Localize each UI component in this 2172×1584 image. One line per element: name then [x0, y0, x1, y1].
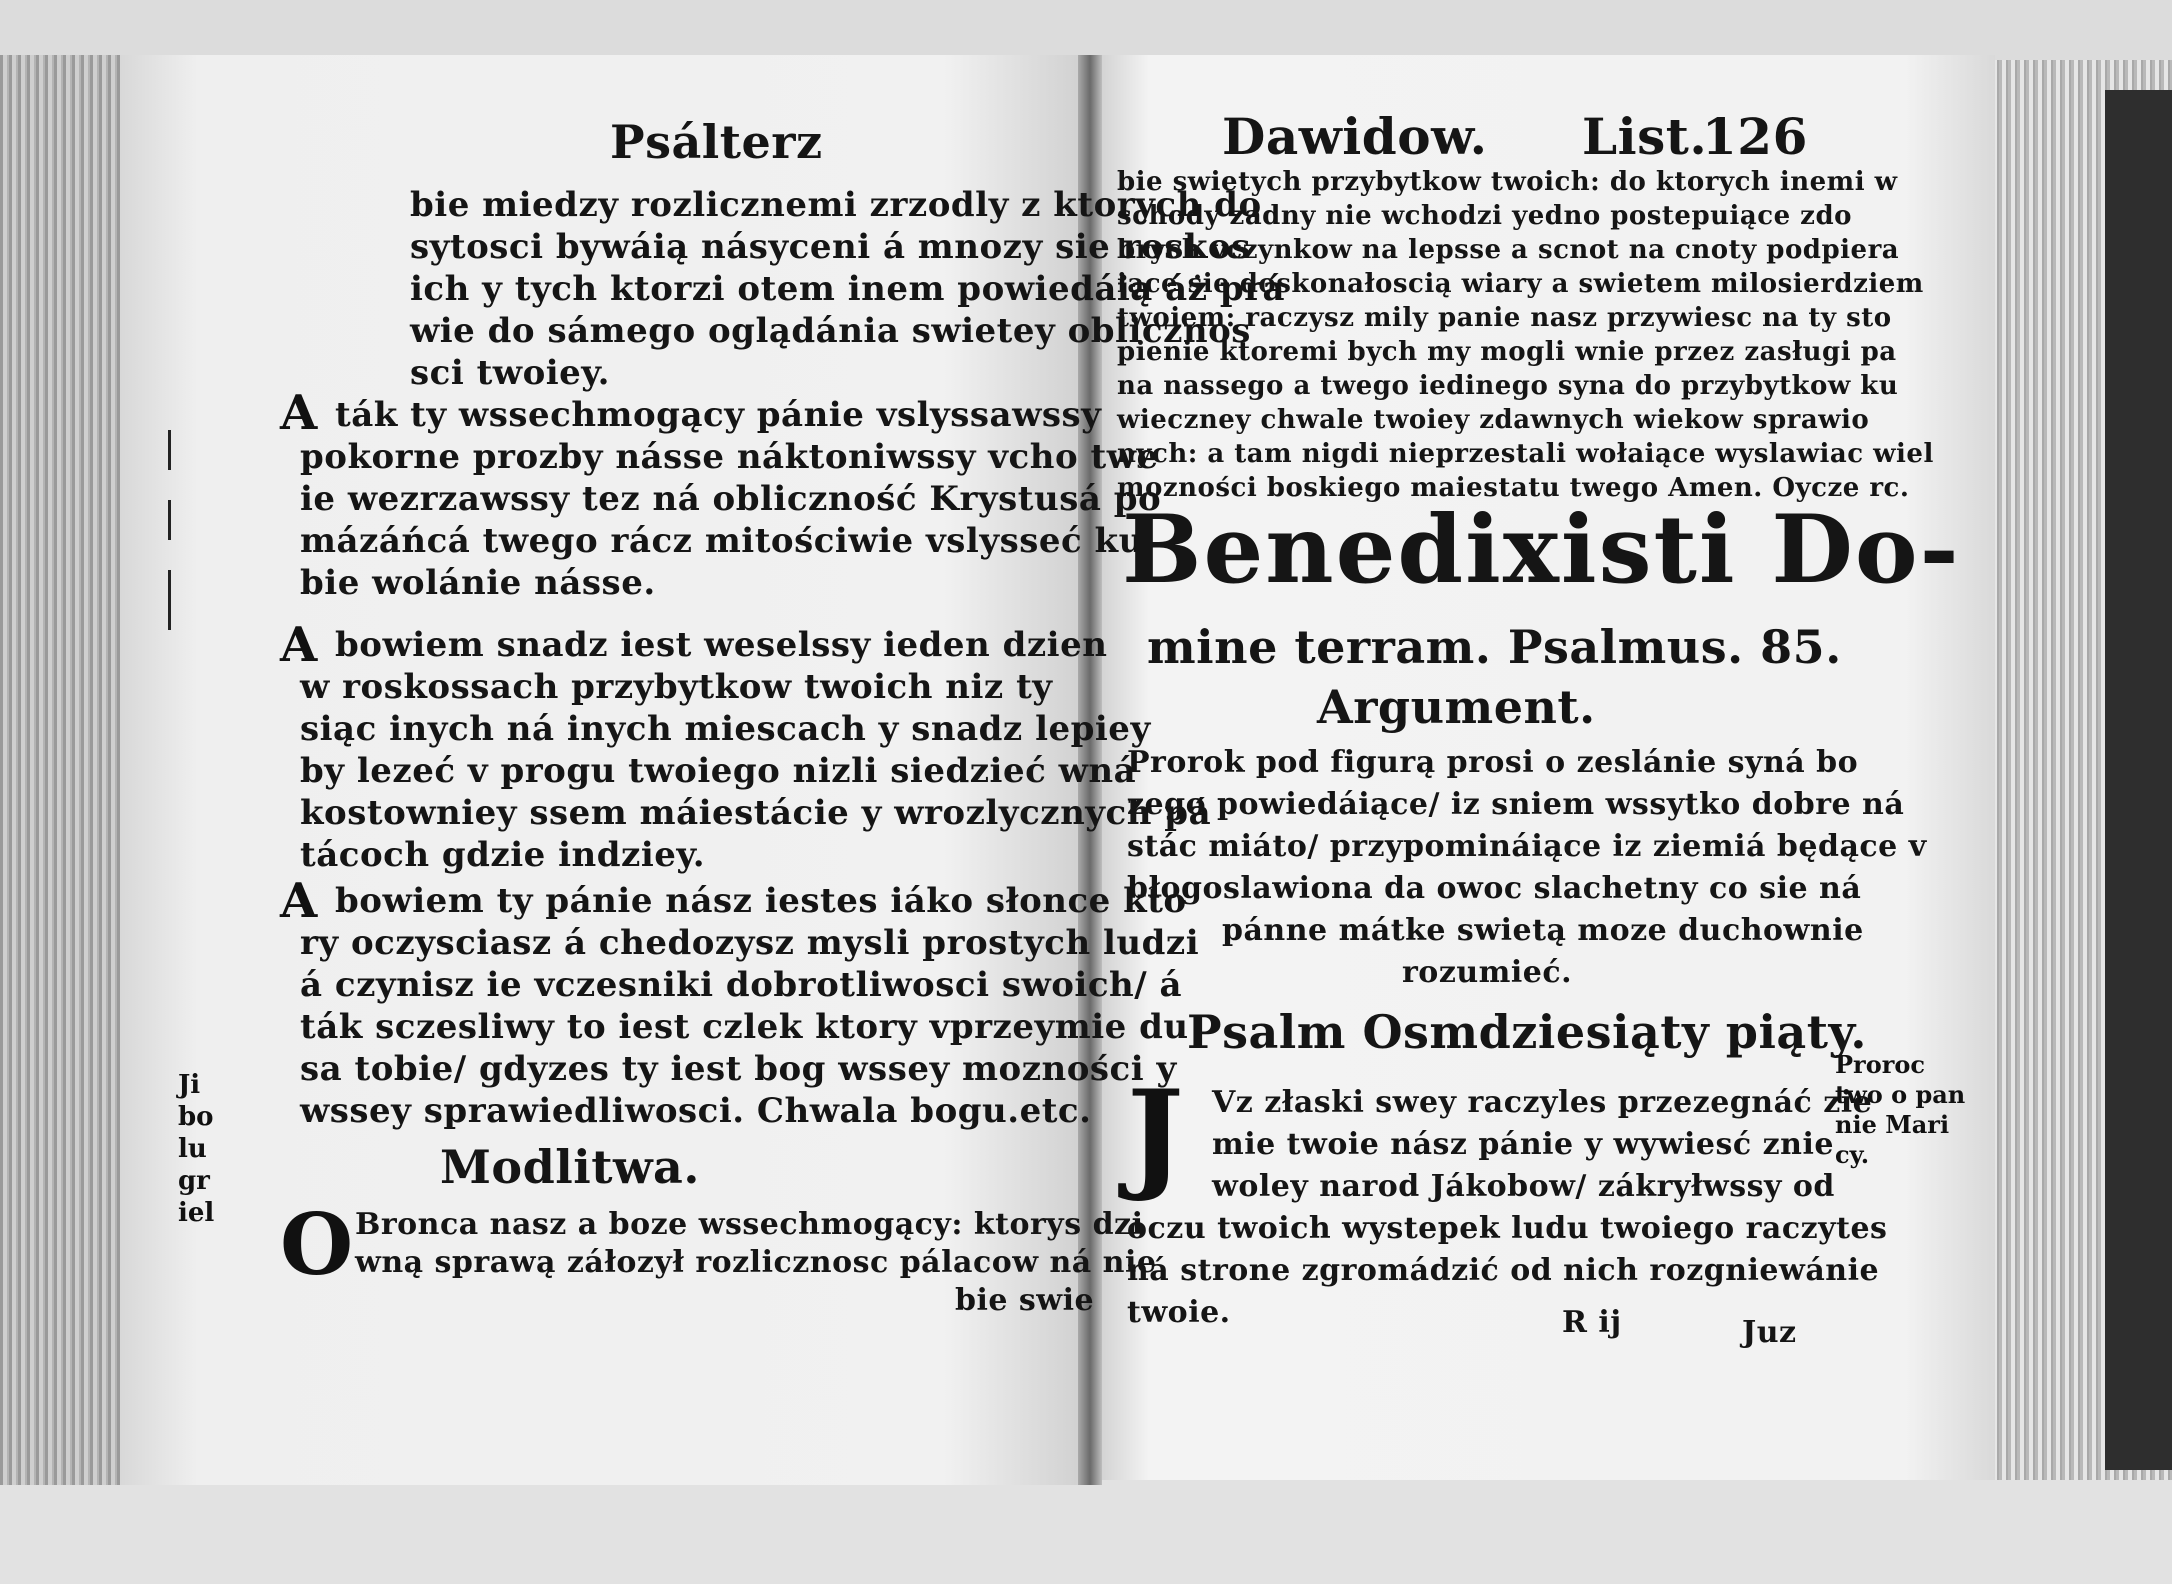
text-line: kostowniey ssem máiestácie y wrozlycznych pá: [300, 793, 1212, 833]
text-line: rozumieć.: [1402, 955, 1573, 990]
margin-fragment: lu: [178, 1134, 207, 1164]
text-line: twoie.: [1127, 1295, 1231, 1330]
text-line: ták sczesliwy to iest czlek ktory vprzeymie du: [300, 1007, 1189, 1047]
initial-letter: O: [280, 1195, 354, 1294]
argument-heading: Argument.: [1317, 680, 1596, 734]
text-line: brych vczynkow na lepsse a scnot na cnoty podpiera: [1117, 235, 1900, 265]
text-line: pánne mátke swietą moze duchownie: [1222, 913, 1864, 948]
text-line: mozności boskiego maiestatu twego Amen. Oycze rc.: [1117, 473, 1910, 503]
text-line: sa tobie/ gdyzes ty iest bog wssey mozności y: [300, 1049, 1177, 1089]
text-line: ry oczysciasz á chedozysz mysli prostych ludzi: [300, 923, 1200, 963]
text-line: wieczney chwale twoiey zdawnych wiekow sprawio: [1117, 405, 1870, 435]
initial-letter: A: [280, 873, 318, 929]
text-line: bie swie: [955, 1283, 1095, 1318]
text-line: schody zadny nie wchodzi yedno postepuiące zdo: [1117, 201, 1852, 231]
text-line: bie wolánie násse.: [300, 563, 656, 603]
text-line: wie do sámego oglądánia swietey oblicznos: [410, 311, 1251, 351]
text-line: mie twoie nász pánie y wywiesć znie: [1212, 1127, 1834, 1162]
text-line: woley narod Jákobow/ zákryłwssy od: [1212, 1169, 1835, 1204]
text-line: pienie ktoremi bych my mogli wnie przez zasługi pa: [1117, 337, 1897, 367]
edge-mark: [168, 570, 171, 630]
folio-label: List.: [1582, 107, 1708, 166]
edge-mark: [168, 500, 171, 540]
signature-mark: R ij: [1562, 1305, 1622, 1340]
initial-letter: A: [280, 617, 318, 673]
book-cover-edge: [2105, 90, 2172, 1470]
margin-note-line: nie Mari: [1835, 1110, 1950, 1139]
psalm-title-line-2: mine terram. Psalmus. 85.: [1147, 620, 1842, 674]
margin-note-line: two o pan: [1835, 1080, 1966, 1109]
left-page-edges: [0, 55, 140, 1485]
margin-fragment: Ji: [178, 1070, 201, 1100]
background-bottom: [0, 1480, 2172, 1584]
text-line: tácoch gdzie indziey.: [300, 835, 706, 875]
text-line: w roskossach przybytkow twoich niz ty: [300, 667, 1053, 707]
right-page-text: [1102, 55, 1995, 1480]
left-page-text: [120, 55, 1286, 1485]
text-line: twoiem: raczysz mily panie nasz przywiesc na ty sto: [1117, 303, 1892, 333]
initial-letter: A: [280, 385, 318, 441]
text-line: siąc inych ná inych miescach y snadz lepiey: [300, 709, 1151, 749]
margin-note-line: cy.: [1835, 1140, 1870, 1169]
text-line: bie miedzy rozlicznemi zrzodly z ktorych do: [410, 185, 1262, 225]
margin-fragment: iel: [178, 1198, 215, 1228]
psalm-title: Benedixisti Do-: [1122, 495, 1961, 605]
text-line: ich y tych ktorzi otem inem powiedáią áż prá: [410, 269, 1286, 309]
text-line: Prorok pod figurą prosi o zeslánie syná bo: [1127, 745, 1859, 780]
text-line: stác miáto/ przypomináiące iz ziemiá będące v: [1127, 829, 1927, 864]
text-line: ná strone zgromádzić od nich rozgniewánie: [1127, 1253, 1880, 1288]
text-line: bowiem snadz iest weselssy ieden dzien: [335, 625, 1108, 665]
right-running-head: Dawidow.: [1222, 107, 1488, 166]
edge-mark: [168, 430, 171, 470]
text-line: pokorne prozby násse náktoniwssy vcho twe: [300, 437, 1159, 477]
text-line: bie swietych przybytkow twoich: do ktorych inemi w: [1117, 167, 1898, 197]
text-line: błogoslawiona da owoc slachetny co sie ná: [1127, 871, 1862, 906]
text-line: ie wezrzawssy tez ná obliczność Krystusá po: [300, 479, 1162, 519]
psalm-heading: Psalm Osmdziesiąty piąty.: [1187, 1005, 1867, 1059]
text-line: na nassego a twego iedinego syna do przybytkow ku: [1117, 371, 1899, 401]
text-line: wną sprawą záłozył rozlicznosc pálacow ná nie: [355, 1245, 1157, 1280]
text-line: by lezeć v progu twoiego nizli siedzieć wná: [300, 751, 1137, 791]
margin-fragment: bo: [178, 1102, 214, 1132]
folio-number: 126: [1702, 107, 1808, 166]
text-line: iące sie doskonałoscią wiary a swietem milosierdziem: [1117, 269, 1924, 299]
left-running-head: Psálterz: [610, 115, 823, 169]
text-line: Vz złaski swey raczyles przezegnáć zie: [1212, 1085, 1873, 1120]
text-line: wssey sprawiedliwosci. Chwala bogu.etc.: [300, 1091, 1092, 1131]
margin-note-line: Proroc: [1835, 1050, 1925, 1079]
text-line: bowiem ty pánie nász iestes iáko słonce kto: [335, 881, 1187, 921]
text-line: ták ty wssechmogący pánie vslyssawssy: [335, 395, 1102, 435]
text-line: á czynisz ie vczesniki dobrotliwosci swoich/ á: [300, 965, 1183, 1005]
catchword: Juz: [1742, 1315, 1797, 1350]
margin-fragment: gr: [178, 1166, 210, 1196]
text-line: oczu twoich wystepek ludu twoiego raczytes: [1127, 1211, 1888, 1246]
initial-letter: J: [1127, 1064, 1184, 1205]
text-line: sytosci bywáią násyceni á mnozy sie roskos: [410, 227, 1251, 267]
text-line: nych: a tam nigdi nieprzestali wołaiące wyslawiac wiel: [1117, 439, 1934, 469]
prayer-title: Modlitwa.: [440, 1140, 700, 1194]
text-line: mázáńcá twego rácz mitościwie vslysseć ku: [300, 521, 1144, 561]
text-line: Bronca nasz a boze wssechmogący: ktorys dzi: [355, 1207, 1144, 1242]
text-line: zego powiedáiące/ iz sniem wssytko dobre ná: [1127, 787, 1905, 822]
text-line: sci twoiey.: [410, 353, 610, 393]
